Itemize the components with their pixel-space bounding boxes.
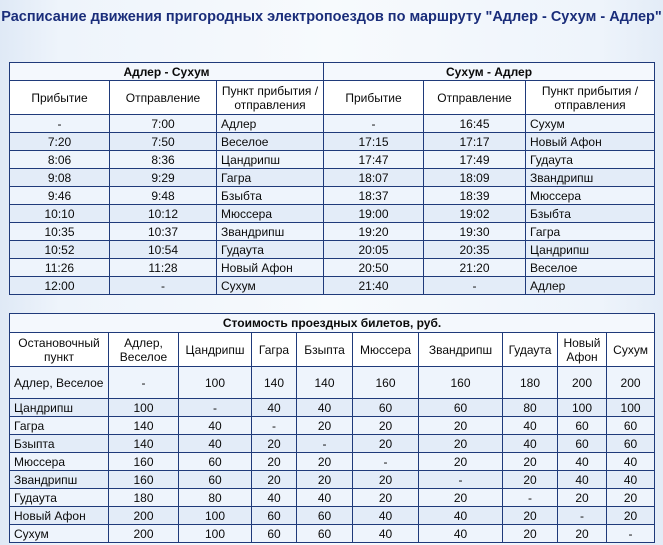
arrival-cell: 17:47 [324, 151, 424, 169]
price-cell: 200 [607, 367, 655, 399]
station-cell: Гагра [526, 223, 655, 241]
price-row-station: Сухум [10, 525, 109, 543]
price-row [10, 367, 655, 399]
departure-cell: 11:28 [110, 259, 217, 277]
arrival-cell: 10:52 [10, 241, 110, 259]
departure-cell: 16:45 [424, 115, 526, 133]
price-cell: 80 [179, 489, 252, 507]
station-cell: Звандрипш [526, 169, 655, 187]
price-table [9, 313, 655, 543]
departure-cell: 20:35 [424, 241, 526, 259]
price-cell: 140 [252, 367, 297, 399]
price-row-station: Гагра [10, 417, 109, 435]
station-cell: Бзыбта [217, 187, 324, 205]
price-cell: 20 [503, 507, 558, 525]
schedule-row [10, 187, 655, 205]
price-column-header: Сухум [607, 333, 655, 367]
arrival-cell: 11:26 [10, 259, 110, 277]
station-cell: Бзыбта [526, 205, 655, 223]
arrival-cell: 20:50 [324, 259, 424, 277]
price-column-header: Остановочный пункт [10, 333, 109, 367]
price-column-header: Цандрипш [179, 333, 252, 367]
arrival-cell: - [10, 115, 110, 133]
price-cell: 40 [503, 435, 558, 453]
price-cell: 60 [558, 417, 607, 435]
arrival-cell: 10:10 [10, 205, 110, 223]
departure-cell: 19:30 [424, 223, 526, 241]
departure-cell: 21:20 [424, 259, 526, 277]
price-cell: 20 [353, 435, 419, 453]
price-row [10, 435, 655, 453]
price-row-station: Звандрипш [10, 471, 109, 489]
price-column-header: Новый Афон [558, 333, 607, 367]
price-cell: 60 [179, 471, 252, 489]
price-cell: 20 [419, 453, 503, 471]
direction-title-sukhum-adler: Сухум - Адлер [324, 63, 655, 81]
price-row [10, 525, 655, 543]
schedule-row [10, 241, 655, 259]
price-row-station: Новый Афон [10, 507, 109, 525]
arrival-cell: 18:07 [324, 169, 424, 187]
price-cell: 40 [558, 471, 607, 489]
schedule-row [10, 205, 655, 223]
price-cell: - [297, 435, 353, 453]
station-cell: Веселое [217, 133, 324, 151]
departure-cell: 7:00 [110, 115, 217, 133]
price-cell: 40 [607, 471, 655, 489]
departure-cell: 10:37 [110, 223, 217, 241]
arrival-cell: 8:06 [10, 151, 110, 169]
arrival-cell: 19:20 [324, 223, 424, 241]
price-cell: 20 [252, 471, 297, 489]
arrival-cell: 9:08 [10, 169, 110, 187]
arrival-cell: 12:00 [10, 277, 110, 295]
price-cell: 100 [607, 399, 655, 417]
price-cell: 40 [252, 399, 297, 417]
price-table-caption: Стоимость проездных билетов, руб. [10, 314, 655, 333]
station-cell: Звандрипш [217, 223, 324, 241]
price-cell: 20 [297, 471, 353, 489]
price-cell: 160 [353, 367, 419, 399]
price-cell: 40 [353, 507, 419, 525]
price-row [10, 399, 655, 417]
price-cell: - [503, 489, 558, 507]
price-cell: - [109, 367, 179, 399]
price-cell: - [353, 453, 419, 471]
schedule-row [10, 259, 655, 277]
price-cell: 20 [419, 489, 503, 507]
price-cell: 40 [419, 525, 503, 543]
price-row-station: Мюссера [10, 453, 109, 471]
price-cell: 40 [297, 399, 353, 417]
station-cell: Новый Афон [526, 133, 655, 151]
arrival-cell: 10:35 [10, 223, 110, 241]
price-cell: 140 [109, 417, 179, 435]
station-cell: Цандрипш [526, 241, 655, 259]
price-row [10, 489, 655, 507]
price-cell: 20 [607, 489, 655, 507]
price-cell: 40 [419, 507, 503, 525]
price-cell: 20 [558, 489, 607, 507]
price-cell: 20 [503, 453, 558, 471]
price-column-header: Гудаута [503, 333, 558, 367]
arrival-cell: 21:40 [324, 277, 424, 295]
schedule-row [10, 115, 655, 133]
departure-cell: 17:17 [424, 133, 526, 151]
price-cell: 200 [109, 525, 179, 543]
station-cell: Адлер [217, 115, 324, 133]
price-column-header: Мюссера [353, 333, 419, 367]
station-cell: Мюссера [217, 205, 324, 223]
page-title: Расписание движения пригородных электропоездов по маршруту "Адлер - Сухум - Адлер" [1, 9, 662, 25]
price-cell: 20 [419, 435, 503, 453]
arrival-cell: 20:05 [324, 241, 424, 259]
price-cell: - [607, 525, 655, 543]
column-header-arrival: Прибытие [324, 81, 424, 115]
departure-cell: 19:02 [424, 205, 526, 223]
station-cell: Гудаута [526, 151, 655, 169]
price-cell: 60 [252, 507, 297, 525]
price-row [10, 417, 655, 435]
price-cell: 100 [179, 367, 252, 399]
price-cell: 60 [419, 399, 503, 417]
price-cell: 40 [503, 417, 558, 435]
price-cell: 180 [109, 489, 179, 507]
arrival-cell: 9:46 [10, 187, 110, 205]
price-cell: 20 [503, 525, 558, 543]
price-cell: 100 [179, 507, 252, 525]
price-cell: 40 [297, 489, 353, 507]
schedule-table [9, 62, 655, 295]
price-cell: 40 [179, 417, 252, 435]
direction-title-adler-sukhum: Адлер - Сухум [10, 63, 324, 81]
column-header-departure: Отправление [110, 81, 217, 115]
price-cell: 60 [297, 507, 353, 525]
departure-cell: 9:48 [110, 187, 217, 205]
price-cell: 20 [558, 525, 607, 543]
price-cell: 20 [353, 417, 419, 435]
price-cell: - [419, 471, 503, 489]
price-cell: - [252, 417, 297, 435]
departure-cell: 7:50 [110, 133, 217, 151]
price-row [10, 507, 655, 525]
price-column-header: Адлер, Веселое [109, 333, 179, 367]
departure-cell: 18:39 [424, 187, 526, 205]
price-cell: 20 [252, 435, 297, 453]
station-cell: Гагра [217, 169, 324, 187]
price-row-station: Гудаута [10, 489, 109, 507]
column-header-arrival: Прибытие [10, 81, 110, 115]
price-cell: 40 [607, 453, 655, 471]
price-row [10, 453, 655, 471]
price-cell: 160 [419, 367, 503, 399]
station-cell: Сухум [217, 277, 324, 295]
price-cell: - [558, 507, 607, 525]
price-row-station: Адлер, Веселое [10, 367, 109, 399]
price-cell: 160 [109, 471, 179, 489]
departure-cell: 10:12 [110, 205, 217, 223]
arrival-cell: 19:00 [324, 205, 424, 223]
station-cell: Гудаута [217, 241, 324, 259]
column-header-point: Пункт прибытия / отправления [526, 81, 655, 115]
schedule-row [10, 151, 655, 169]
price-row [10, 471, 655, 489]
price-cell: 60 [607, 435, 655, 453]
arrival-cell: 17:15 [324, 133, 424, 151]
price-cell: 60 [252, 525, 297, 543]
price-cell: 200 [109, 507, 179, 525]
departure-cell: - [424, 277, 526, 295]
price-cell: 20 [297, 453, 353, 471]
price-cell: 20 [252, 453, 297, 471]
price-cell: 20 [297, 417, 353, 435]
price-cell: 200 [558, 367, 607, 399]
price-cell: 160 [109, 453, 179, 471]
station-cell: Мюссера [526, 187, 655, 205]
price-column-header: Бзыпта [297, 333, 353, 367]
price-column-header: Звандрипш [419, 333, 503, 367]
station-cell: Новый Афон [217, 259, 324, 277]
arrival-cell: - [324, 115, 424, 133]
price-cell: 40 [252, 489, 297, 507]
schedule-row [10, 277, 655, 295]
price-cell: 60 [353, 399, 419, 417]
price-cell: 140 [109, 435, 179, 453]
price-cell: 100 [109, 399, 179, 417]
price-cell: 140 [297, 367, 353, 399]
station-cell: Сухум [526, 115, 655, 133]
price-cell: 40 [558, 453, 607, 471]
price-cell: 180 [503, 367, 558, 399]
price-cell: 20 [419, 417, 503, 435]
schedule-row [10, 223, 655, 241]
arrival-cell: 7:20 [10, 133, 110, 151]
schedule-row [10, 169, 655, 187]
price-row-station: Цандрипш [10, 399, 109, 417]
price-cell: 60 [179, 453, 252, 471]
arrival-cell: 18:37 [324, 187, 424, 205]
departure-cell: 17:49 [424, 151, 526, 169]
price-cell: 40 [179, 435, 252, 453]
departure-cell: - [110, 277, 217, 295]
price-cell: 20 [607, 507, 655, 525]
price-cell: 20 [353, 489, 419, 507]
price-cell: 20 [503, 471, 558, 489]
station-cell: Цандрипш [217, 151, 324, 169]
station-cell: Веселое [526, 259, 655, 277]
price-row-station: Бзыпта [10, 435, 109, 453]
price-cell: 20 [353, 471, 419, 489]
price-cell: - [179, 399, 252, 417]
station-cell: Адлер [526, 277, 655, 295]
departure-cell: 18:09 [424, 169, 526, 187]
price-cell: 60 [297, 525, 353, 543]
column-header-departure: Отправление [424, 81, 526, 115]
departure-cell: 8:36 [110, 151, 217, 169]
price-cell: 60 [607, 417, 655, 435]
price-cell: 100 [179, 525, 252, 543]
departure-cell: 10:54 [110, 241, 217, 259]
schedule-row [10, 133, 655, 151]
price-cell: 40 [353, 525, 419, 543]
price-column-header: Гагра [252, 333, 297, 367]
column-header-point: Пункт прибытия / отправления [217, 81, 324, 115]
price-cell: 80 [503, 399, 558, 417]
price-cell: 60 [558, 435, 607, 453]
price-cell: 100 [558, 399, 607, 417]
departure-cell: 9:29 [110, 169, 217, 187]
